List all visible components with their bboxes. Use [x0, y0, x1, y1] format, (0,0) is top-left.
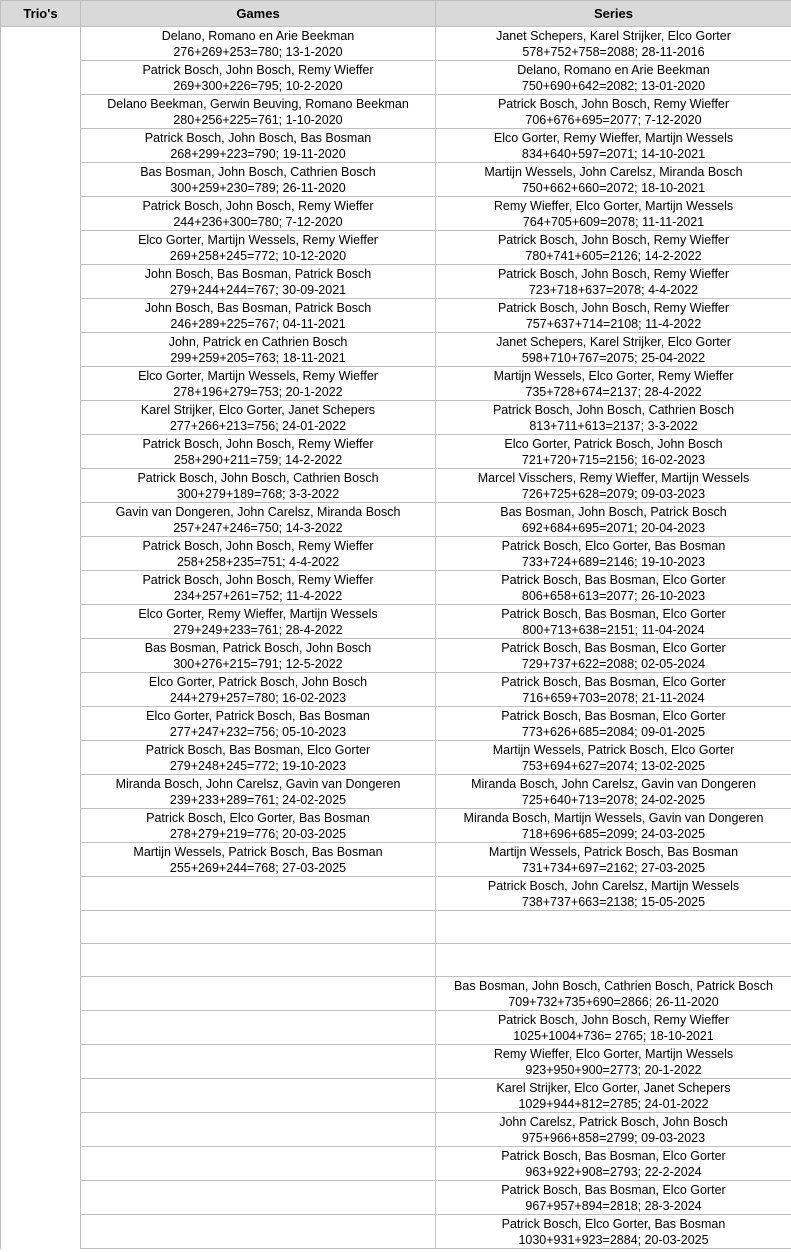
series-names: Patrick Bosch, Bas Bosman, Elco Gorter: [501, 675, 726, 689]
games-scores: 246+289+225=767; 04-11-2021: [170, 317, 346, 331]
trios-cell: [1, 401, 81, 435]
games-scores: 278+196+279=753; 20-1-2022: [173, 385, 343, 399]
trios-cell: [1, 944, 81, 977]
games-scores: 257+247+246=750; 14-3-2022: [173, 521, 343, 535]
trios-cell: [1, 1181, 81, 1215]
trios-cell: [1, 1079, 81, 1113]
games-cell: [81, 367, 436, 401]
games-cell: [81, 843, 436, 877]
table-row: [1, 977, 791, 1011]
games-cell: [81, 1045, 436, 1079]
table-row: [1, 1045, 791, 1079]
games-names: [81, 1079, 435, 1080]
trios-cell: [1, 129, 81, 163]
trios-cell: [1, 843, 81, 877]
games-cell: [81, 503, 436, 537]
games-scores: 279+248+245=772; 19-10-2023: [169, 759, 347, 773]
games-cell: [81, 197, 436, 231]
series-cell: [436, 299, 791, 333]
trios-cell: [1, 1113, 81, 1147]
table-row: [1, 1215, 791, 1249]
series-scores: 1025+1004+736= 2765; 18-10-2021: [513, 1029, 714, 1043]
games-scores: 300+279+189=768; 3-3-2022: [176, 487, 340, 501]
table-row: [1, 843, 791, 877]
series-cell: [436, 843, 791, 877]
series-cell: [436, 95, 791, 129]
games-scores: 280+256+225=761; 1-10-2020: [173, 113, 343, 127]
series-names: Janet Schepers, Karel Strijker, Elco Gorter: [496, 29, 731, 43]
series-scores: 975+966+858=2799; 09-03-2023: [521, 1131, 706, 1145]
games-cell: [81, 231, 436, 265]
games-scores: 234+257+261=752; 11-4-2022: [173, 589, 343, 603]
games-cell: [81, 333, 436, 367]
table-row: [1, 911, 791, 944]
games-names: Elco Gorter, Martijn Wessels, Remy Wieffer: [138, 233, 378, 247]
series-scores: 726+725+628=2079; 09-03-2023: [521, 487, 706, 501]
games-cell: [81, 435, 436, 469]
games-cell: [81, 639, 436, 673]
games-scores: 258+290+211=759; 14-2-2022: [173, 453, 343, 467]
series-names: Patrick Bosch, John Bosch, Cathrien Bosch: [492, 403, 735, 417]
games-cell: [81, 95, 436, 129]
series-names: Patrick Bosch, Bas Bosman, Elco Gorter: [501, 607, 726, 621]
games-cell: [81, 27, 436, 61]
games-names: Elco Gorter, Patrick Bosch, John Bosch: [148, 675, 368, 689]
games-cell: [81, 61, 436, 95]
games-names: Elco Gorter, Martijn Wessels, Remy Wieffer: [138, 369, 378, 383]
trios-cell: [1, 61, 81, 95]
series-names: Remy Wieffer, Elco Gorter, Martijn Wessels: [493, 1047, 734, 1061]
trios-cell: [1, 639, 81, 673]
series-names: Bas Bosman, John Bosch, Patrick Bosch: [500, 505, 727, 519]
table-row: [1, 265, 791, 299]
games-cell: [81, 1113, 436, 1147]
games-names: Patrick Bosch, John Bosch, Bas Bosman: [144, 131, 372, 145]
games-names: Patrick Bosch, John Bosch, Remy Wieffer: [142, 199, 374, 213]
trios-cell: [1, 231, 81, 265]
series-scores: 923+950+900=2773; 20-1-2022: [525, 1063, 702, 1077]
series-scores: 750+662+660=2072; 18-10-2021: [521, 181, 706, 195]
series-cell: [436, 707, 791, 741]
series-names: Patrick Bosch, Bas Bosman, Elco Gorter: [501, 641, 726, 655]
games-scores: 276+269+253=780; 13-1-2020: [173, 45, 343, 59]
table-row: [1, 809, 791, 843]
series-scores: 753+694+627=2074; 13-02-2025: [521, 759, 706, 773]
series-scores: 735+728+674=2137; 28-4-2022: [525, 385, 702, 399]
series-cell: [436, 435, 791, 469]
series-scores: 718+696+685=2099; 24-03-2025: [521, 827, 706, 841]
games-cell: [81, 911, 436, 944]
series-cell: [436, 469, 791, 503]
header-row: [1, 1, 791, 27]
games-cell: [81, 977, 436, 1011]
games-scores: 277+247+232=756; 05-10-2023: [169, 725, 347, 739]
trios-cell: [1, 299, 81, 333]
trios-cell: [1, 27, 81, 61]
series-names: Patrick Bosch, Elco Gorter, Bas Bosman: [501, 1217, 726, 1231]
games-names: John Bosch, Bas Bosman, Patrick Bosch: [144, 267, 372, 281]
series-names: Patrick Bosch, Bas Bosman, Elco Gorter: [501, 1149, 726, 1163]
series-names: Patrick Bosch, John Bosch, Remy Wieffer: [497, 1013, 730, 1027]
series-names: Martijn Wessels, John Carelsz, Miranda Bosch: [484, 165, 743, 179]
games-names: Patrick Bosch, John Bosch, Cathrien Bosch: [137, 471, 379, 485]
series-scores: 1029+944+812=2785; 24-01-2022: [518, 1097, 709, 1111]
series-scores: 806+658+613=2077; 26-10-2023: [521, 589, 706, 603]
trios-cell: [1, 435, 81, 469]
games-names: Gavin van Dongeren, John Carelsz, Miranda Bosch: [115, 505, 401, 519]
trios-cell: [1, 605, 81, 639]
games-names: Martijn Wessels, Patrick Bosch, Bas Bosman: [133, 845, 383, 859]
games-names: Patrick Bosch, John Bosch, Remy Wieffer: [142, 573, 374, 587]
series-scores: 738+737+663=2138; 15-05-2025: [521, 895, 706, 909]
series-cell: [436, 1079, 791, 1113]
games-scores: 244+279+257=780; 16-02-2023: [169, 691, 347, 705]
series-names: Remy Wieffer, Elco Gorter, Martijn Wessels: [493, 199, 734, 213]
table-row: [1, 503, 791, 537]
series-names: [436, 944, 791, 945]
games-names: [81, 1113, 435, 1114]
games-cell: [81, 1215, 436, 1249]
trios-cell: [1, 741, 81, 775]
table-row: [1, 775, 791, 809]
header-games: Games: [81, 1, 436, 27]
games-cell: [81, 265, 436, 299]
series-cell: [436, 129, 791, 163]
table-row: [1, 95, 791, 129]
table-row: [1, 231, 791, 265]
series-names: Bas Bosman, John Bosch, Cathrien Bosch, Patrick Bosch: [454, 979, 773, 993]
series-scores: 723+718+637=2078; 4-4-2022: [528, 283, 699, 297]
series-scores: 780+741+605=2126; 14-2-2022: [525, 249, 702, 263]
games-scores: 268+299+223=790; 19-11-2020: [170, 147, 346, 161]
games-names: Delano Beekman, Gerwin Beuving, Romano Beekman: [107, 97, 409, 111]
header-trios: Trio's: [1, 1, 81, 27]
series-names: Martijn Wessels, Patrick Bosch, Bas Bosman: [488, 845, 739, 859]
series-scores: 813+711+613=2137; 3-3-2022: [529, 419, 698, 433]
trios-cell: [1, 707, 81, 741]
series-cell: [436, 401, 791, 435]
games-scores: 299+259+205=763; 18-11-2021: [170, 351, 346, 365]
table-row: [1, 1113, 791, 1147]
games-cell: [81, 1181, 436, 1215]
series-names: Martijn Wessels, Elco Gorter, Remy Wieffer: [493, 369, 734, 383]
series-scores: 963+922+908=2793; 22-2-2024: [525, 1165, 702, 1179]
games-cell: [81, 469, 436, 503]
series-names: Janet Schepers, Karel Strijker, Elco Gorter: [496, 335, 731, 349]
games-names: Patrick Bosch, Elco Gorter, Bas Bosman: [146, 811, 370, 825]
table-row: [1, 741, 791, 775]
table-row: [1, 61, 791, 95]
games-names: Delano, Romano en Arie Beekman: [161, 29, 355, 43]
games-names: Patrick Bosch, John Bosch, Remy Wieffer: [142, 437, 374, 451]
games-cell: [81, 877, 436, 911]
series-names: Marcel Visschers, Remy Wieffer, Martijn Wessels: [477, 471, 750, 485]
trios-cell: [1, 265, 81, 299]
games-scores: 300+259+230=789; 26-11-2020: [170, 181, 346, 195]
table-row: [1, 163, 791, 197]
table-row: [1, 469, 791, 503]
games-scores: 269+258+245=772; 10-12-2020: [169, 249, 347, 263]
trios-cell: [1, 673, 81, 707]
games-cell: [81, 129, 436, 163]
table-row: [1, 299, 791, 333]
series-names: Miranda Bosch, John Carelsz, Gavin van Dongeren: [471, 777, 756, 791]
games-scores: 244+236+300=780; 7-12-2020: [173, 215, 343, 229]
table-row: [1, 605, 791, 639]
trios-cell: [1, 775, 81, 809]
series-scores: 706+676+695=2077; 7-12-2020: [525, 113, 702, 127]
series-cell: [436, 163, 791, 197]
table-row: [1, 333, 791, 367]
series-cell: [436, 944, 791, 977]
games-scores: 300+276+215=791; 12-5-2022: [173, 657, 343, 671]
series-scores: 773+626+685=2084; 09-01-2025: [521, 725, 706, 739]
games-cell: [81, 1147, 436, 1181]
series-names: Miranda Bosch, Martijn Wessels, Gavin van Dongeren: [463, 811, 764, 825]
header-series: Series: [436, 1, 791, 27]
series-names: Patrick Bosch, John Bosch, Remy Wieffer: [497, 267, 730, 281]
table-row: [1, 673, 791, 707]
series-names: [436, 911, 791, 912]
games-names: John Bosch, Bas Bosman, Patrick Bosch: [144, 301, 372, 315]
games-scores: 278+279+219=776; 20-03-2025: [169, 827, 347, 841]
games-names: [81, 977, 435, 978]
trios-cell: [1, 367, 81, 401]
series-cell: [436, 741, 791, 775]
series-names: Karel Strijker, Elco Gorter, Janet Schepers: [496, 1081, 731, 1095]
series-names: Patrick Bosch, John Bosch, Remy Wieffer: [497, 233, 730, 247]
series-cell: [436, 1011, 791, 1045]
games-cell: [81, 741, 436, 775]
games-cell: [81, 537, 436, 571]
series-cell: [436, 537, 791, 571]
series-cell: [436, 333, 791, 367]
trios-cell: [1, 333, 81, 367]
table-row: [1, 877, 791, 911]
series-names: Patrick Bosch, Bas Bosman, Elco Gorter: [501, 1183, 726, 1197]
series-cell: [436, 367, 791, 401]
series-names: Elco Gorter, Remy Wieffer, Martijn Wessels: [493, 131, 734, 145]
series-names: Patrick Bosch, Bas Bosman, Elco Gorter: [501, 709, 726, 723]
series-cell: [436, 1215, 791, 1249]
trios-cell: [1, 571, 81, 605]
games-scores: 277+266+213=756; 24-01-2022: [169, 419, 347, 433]
table-row: [1, 571, 791, 605]
series-cell: [436, 775, 791, 809]
series-cell: [436, 197, 791, 231]
series-names: Patrick Bosch, Bas Bosman, Elco Gorter: [501, 573, 726, 587]
series-names: Patrick Bosch, John Bosch, Remy Wieffer: [497, 97, 730, 111]
games-names: Patrick Bosch, Bas Bosman, Elco Gorter: [145, 743, 371, 757]
series-scores: 733+724+689=2146; 19-10-2023: [521, 555, 706, 569]
games-names: Bas Bosman, John Bosch, Cathrien Bosch: [140, 165, 376, 179]
games-names: [81, 1181, 435, 1182]
trios-cell: [1, 809, 81, 843]
series-cell: [436, 61, 791, 95]
series-cell: [436, 1181, 791, 1215]
series-cell: [436, 673, 791, 707]
series-scores: 764+705+609=2078; 11-11-2021: [522, 215, 705, 229]
games-names: [81, 1147, 435, 1148]
trios-cell: [1, 163, 81, 197]
trios-cell: [1, 469, 81, 503]
games-scores: 279+244+244=767; 30-09-2021: [169, 283, 347, 297]
table-row: [1, 1147, 791, 1181]
trios-cell: [1, 95, 81, 129]
table-row: [1, 944, 791, 977]
games-names: John, Patrick en Cathrien Bosch: [168, 335, 348, 349]
games-names: Miranda Bosch, John Carelsz, Gavin van Dongeren: [115, 777, 401, 791]
trios-cell: [1, 537, 81, 571]
table-row: [1, 401, 791, 435]
trios-cell: [1, 197, 81, 231]
series-names: John Carelsz, Patrick Bosch, John Bosch: [499, 1115, 728, 1129]
games-names: [81, 944, 435, 945]
games-names: [81, 1045, 435, 1046]
trios-cell: [1, 1147, 81, 1181]
series-names: Patrick Bosch, John Carelsz, Martijn Wessels: [487, 879, 740, 893]
series-cell: [436, 503, 791, 537]
games-names: [81, 1011, 435, 1012]
games-cell: [81, 299, 436, 333]
series-scores: 834+640+597=2071; 14-10-2021: [521, 147, 706, 161]
series-scores: 725+640+713=2078; 24-02-2025: [521, 793, 706, 807]
table-row: [1, 707, 791, 741]
trios-cell: [1, 1045, 81, 1079]
games-cell: [81, 775, 436, 809]
table-row: [1, 367, 791, 401]
series-scores: 598+710+767=2075; 25-04-2022: [521, 351, 706, 365]
games-names: [81, 1215, 435, 1216]
games-names: Patrick Bosch, John Bosch, Remy Wieffer: [142, 63, 374, 77]
series-cell: [436, 265, 791, 299]
series-cell: [436, 809, 791, 843]
trios-cell: [1, 977, 81, 1011]
games-names: [81, 877, 435, 878]
games-names: Elco Gorter, Patrick Bosch, Bas Bosman: [146, 709, 370, 723]
trios-cell: [1, 877, 81, 911]
series-scores: 750+690+642=2082; 13-01-2020: [521, 79, 706, 93]
series-cell: [436, 1113, 791, 1147]
games-scores: 258+258+235=751; 4-4-2022: [176, 555, 340, 569]
series-scores: 692+684+695=2071; 20-04-2023: [521, 521, 706, 535]
series-cell: [436, 605, 791, 639]
series-cell: [436, 877, 791, 911]
games-scores: 269+300+226=795; 10-2-2020: [173, 79, 343, 93]
games-cell: [81, 707, 436, 741]
series-scores: 800+713+638=2151; 11-04-2024: [522, 623, 705, 637]
series-scores: 731+734+697=2162; 27-03-2025: [521, 861, 706, 875]
games-cell: [81, 163, 436, 197]
table-row: [1, 537, 791, 571]
series-cell: [436, 911, 791, 944]
series-scores: 757+637+714=2108; 11-4-2022: [525, 317, 702, 331]
games-names: Karel Strijker, Elco Gorter, Janet Schepers: [140, 403, 376, 417]
table-row: [1, 639, 791, 673]
trios-cell: [1, 503, 81, 537]
games-cell: [81, 809, 436, 843]
games-names: [81, 911, 435, 912]
series-scores: 709+732+735+690=2866; 26-11-2020: [508, 995, 719, 1009]
series-names: Martijn Wessels, Patrick Bosch, Elco Gorter: [492, 743, 735, 757]
table-row: [1, 27, 791, 61]
series-names: Elco Gorter, Patrick Bosch, John Bosch: [504, 437, 723, 451]
series-names: Delano, Romano en Arie Beekman: [517, 63, 710, 77]
series-scores: 1030+931+923=2884; 20-03-2025: [518, 1233, 709, 1247]
series-cell: [436, 1045, 791, 1079]
series-scores: 721+720+715=2156; 16-02-2023: [521, 453, 706, 467]
series-scores: 729+737+622=2088; 02-05-2024: [521, 657, 706, 671]
table-row: [1, 435, 791, 469]
table-body: [1, 27, 791, 1249]
series-names: Patrick Bosch, John Bosch, Remy Wieffer: [497, 301, 730, 315]
table-row: [1, 1011, 791, 1045]
table-row: [1, 1181, 791, 1215]
games-scores: 279+249+233=761; 28-4-2022: [173, 623, 343, 637]
series-cell: [436, 639, 791, 673]
series-names: Patrick Bosch, Elco Gorter, Bas Bosman: [501, 539, 726, 553]
series-scores: 578+752+758=2088; 28-11-2016: [522, 45, 705, 59]
trios-cell: [1, 1215, 81, 1249]
series-scores: 716+659+703=2078; 21-11-2024: [522, 691, 705, 705]
games-scores: 239+233+289=761; 24-02-2025: [169, 793, 347, 807]
games-names: Patrick Bosch, John Bosch, Remy Wieffer: [142, 539, 374, 553]
table-row: [1, 1079, 791, 1113]
series-cell: [436, 27, 791, 61]
games-cell: [81, 571, 436, 605]
games-cell: [81, 673, 436, 707]
trios-cell: [1, 1011, 81, 1045]
games-cell: [81, 1011, 436, 1045]
table-row: [1, 129, 791, 163]
games-names: Elco Gorter, Remy Wieffer, Martijn Wessels: [138, 607, 378, 621]
games-cell: [81, 401, 436, 435]
series-scores: 967+957+894=2818; 28-3-2024: [525, 1199, 702, 1213]
series-cell: [436, 231, 791, 265]
series-cell: [436, 1147, 791, 1181]
series-cell: [436, 977, 791, 1011]
table-row: [1, 197, 791, 231]
series-cell: [436, 571, 791, 605]
games-names: Bas Bosman, Patrick Bosch, John Bosch: [144, 641, 372, 655]
games-scores: 255+269+244=768; 27-03-2025: [169, 861, 347, 875]
games-cell: [81, 944, 436, 977]
games-cell: [81, 605, 436, 639]
games-cell: [81, 1079, 436, 1113]
trios-cell: [1, 911, 81, 944]
